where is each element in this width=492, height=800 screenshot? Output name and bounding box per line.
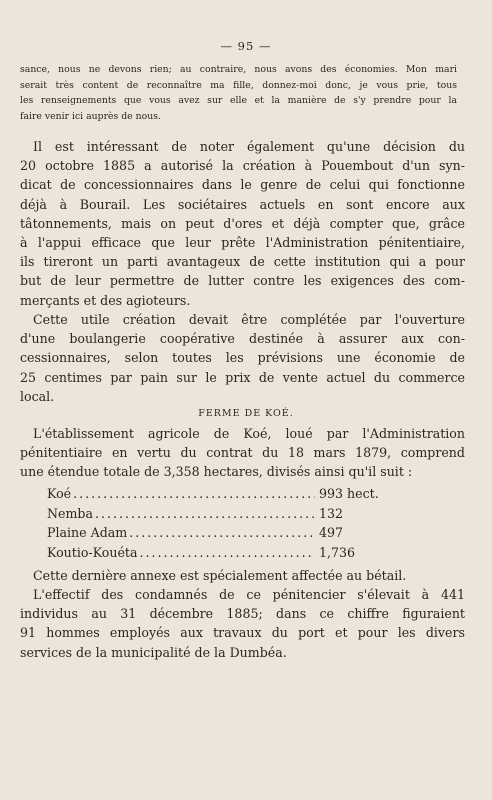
table-row — [47, 484, 379, 504]
row-value: 993 hect. — [319, 486, 379, 501]
dot-leader — [71, 484, 315, 504]
text-line: 25 centimes par pain sur le prix de vente actuel du commerce — [20, 369, 465, 385]
row-label: Koutio-Kouéta — [47, 544, 138, 560]
paragraph-effectif — [20, 585, 465, 662]
text-line: Cette utile création devait être complétée par l'ouverture — [33, 312, 465, 327]
paragraph-betail — [20, 566, 465, 585]
text-line: à l'appui efficace que leur prête l'Administration pénitentiaire, — [20, 235, 465, 251]
paragraph-syndicat — [20, 137, 465, 310]
text-line: une étendue totale de 3,358 hectares, divisés ainsi qu'il suit : — [20, 464, 413, 480]
letter-excerpt — [20, 62, 457, 125]
text-line: services de la municipalité de la Dumbéa. — [20, 644, 287, 660]
dot-leader — [93, 504, 315, 524]
text-line: local. — [20, 388, 55, 404]
text-line: 20 octobre 1885 a autorisé la création à Pouembout d'un syn- — [20, 158, 465, 174]
text-line: cessionnaires, selon toutes les prévisions une économie de — [20, 350, 465, 366]
text-line: but de leur permettre de lutter contre les exigences des com- — [20, 273, 465, 289]
text-line: sance, nous ne devons rien; au contraire, nous avons des économies. Mon mari — [20, 64, 457, 75]
text-line: dicat de concessionnaires dans le genre de celui qui fonctionne — [20, 177, 465, 193]
text-line: Cette dernière annexe est spécialement affectée au bétail. — [33, 568, 407, 583]
row-value: 1,736 — [319, 544, 356, 560]
paragraph-ferme — [20, 424, 465, 482]
dot-leader — [137, 543, 315, 563]
text-line: L'établissement agricole de Koé, loué par l'Administration — [33, 426, 465, 441]
text-line: serait très content de reconnaître ma fille, donnez-moi donc, je vous prie, tous — [20, 79, 457, 91]
text-line: faire venir ici auprès de nous. — [20, 111, 161, 123]
row-value: 132 — [319, 505, 344, 521]
text-line: ils tireront un parti avantageux de cette institution qui a pour — [20, 254, 465, 270]
table-row — [47, 543, 367, 563]
row-value: 497 — [319, 525, 344, 541]
text-line: merçants et des agioteurs. — [20, 292, 191, 308]
text-line: pénitentiaire en vertu du contrat du 18 mars 1879, comprend — [20, 445, 465, 461]
text-line: L'effectif des condamnés de ce pénitencier s'élevait à 441 — [33, 587, 465, 602]
dot-leader — [127, 523, 315, 543]
row-label: Nemba — [47, 505, 93, 521]
table-row — [47, 523, 367, 543]
text-line: d'une boulangerie coopérative destinée à assurer aux con- — [20, 331, 465, 347]
table-row — [47, 504, 367, 524]
text-line: déjà à Bourail. Les sociétaires actuels en sont encore aux — [20, 196, 465, 212]
row-label: Koé — [47, 486, 72, 501]
row-label: Plaine Adam — [47, 525, 128, 541]
text-line: individus au 31 décembre 1885; dans ce chiffre figuraient — [20, 606, 465, 622]
text-line: les renseignements que vous avez sur elle et la manière de s'y prendre pour la — [20, 95, 457, 107]
section-heading: FERME DE KOÉ. — [198, 408, 294, 419]
text-line: tâtonnements, mais on peut d'ores et déjà compter que, grâce — [20, 215, 465, 231]
text-line: Il est intéressant de noter également qu'une décision du — [33, 139, 465, 154]
land-table — [47, 484, 379, 562]
page-number: — 95 — — [220, 39, 272, 53]
text-line: 91 hommes employés aux travaux du port et pour les divers — [20, 625, 465, 641]
paragraph-boulangerie — [20, 310, 465, 406]
